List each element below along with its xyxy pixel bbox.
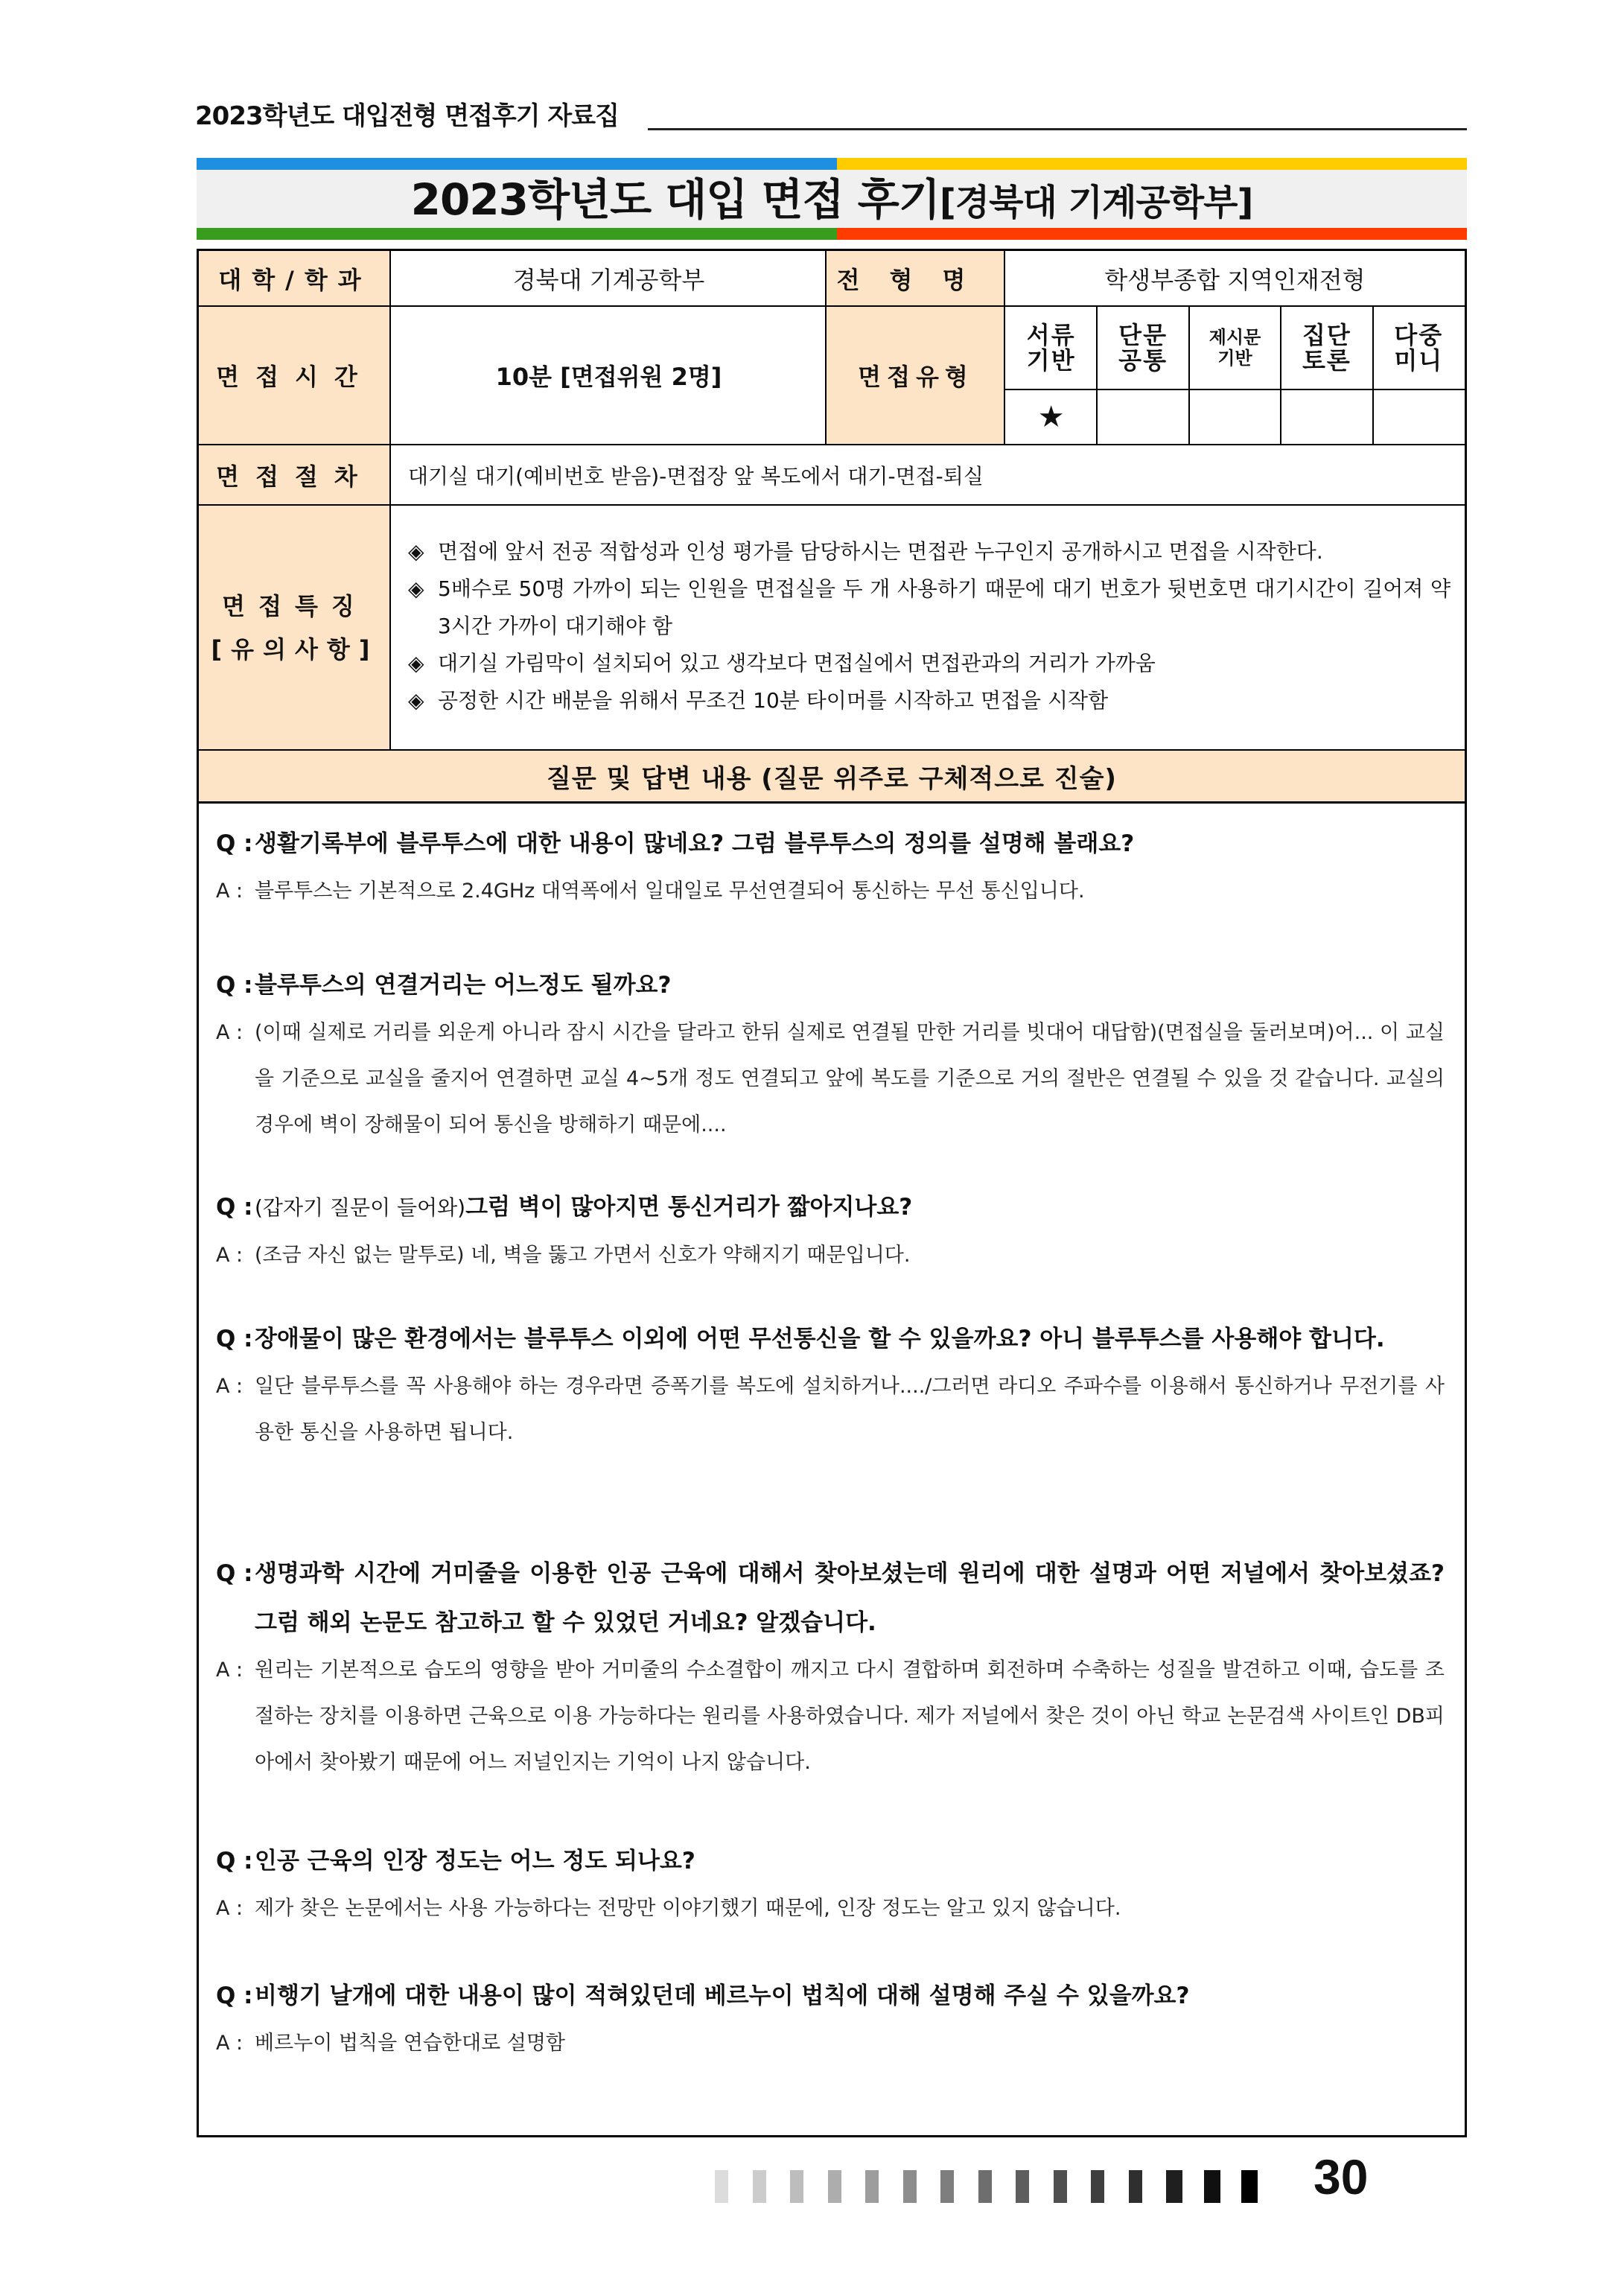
- title-band-yellow: [837, 158, 1467, 170]
- features-list: [408, 533, 1451, 719]
- mode-label-line1: 다중: [1394, 321, 1444, 349]
- footer-block: [1166, 2170, 1182, 2203]
- procedure-value: 대기실 대기(예비번호 받음)-면접장 앞 복도에서 대기-면접-퇴실: [408, 463, 984, 489]
- grid-line: [1280, 307, 1281, 444]
- answer-prefix: A :: [216, 1244, 243, 1267]
- footer-block: [1204, 2170, 1220, 2203]
- interview-mode-label: 면접유형: [827, 307, 1005, 444]
- footer-block: [978, 2170, 992, 2203]
- answer-prefix: A :: [216, 1375, 243, 1398]
- title-band: [197, 170, 1467, 228]
- answer-prefix: A :: [216, 880, 243, 903]
- question-note: (갑자기 질문이 들어와): [255, 1195, 466, 1220]
- footer-block: [1054, 2170, 1067, 2203]
- interview-mode-option: [1097, 307, 1188, 389]
- question-text: 인공 근육의 인장 정도는 어느 정도 되나요?: [255, 1848, 695, 1874]
- footer-block: [903, 2170, 917, 2203]
- answer-prefix: A :: [216, 1659, 243, 1682]
- mode-label-line2: 기반: [1217, 348, 1252, 369]
- feature-item: [408, 645, 1451, 682]
- question-text: 생명과학 시간에 거미줄을 이용한 인공 근육에 대해서 찾아보셨는데 원리에 대한 설명과 어떤 저널에서 찾아보셨죠? 그럼 해외 논문도 참고하고 할 수 있었던 거네요? 알겠습니다.: [255, 1560, 1445, 1636]
- question-prefix: Q :: [216, 1848, 253, 1874]
- page-subtitle: [경북대 기계공학부]: [939, 182, 1253, 223]
- qa-item: [216, 819, 1445, 915]
- answer: [216, 1647, 1445, 1786]
- question: [216, 961, 1445, 1010]
- answer-prefix: A :: [216, 1021, 243, 1044]
- procedure-label: 면접절차: [199, 445, 391, 504]
- qa-item: [216, 1549, 1445, 1786]
- grid-line: [1188, 307, 1190, 444]
- mode-label-line1: 제시문: [1209, 327, 1261, 348]
- footer-block: [1241, 2170, 1258, 2203]
- answer-prefix: A :: [216, 2032, 243, 2055]
- qa-item: [216, 1971, 1445, 2067]
- question-text: 비행기 날개에 대한 내용이 많이 적혀있던데 베르누이 법칙에 대해 설명해 주실 수 있을까요?: [255, 1982, 1190, 2009]
- grid-line: [1096, 307, 1098, 444]
- grid-line: [1372, 307, 1374, 444]
- feature-text: 5배수로 50명 가까이 되는 인원을 면접실을 두 개 사용하기 때문에 대기 번호가 뒷번호면 대기시간이 길어져 약 3시간 가까이 대기해야 함: [438, 576, 1451, 638]
- footer-block: [1016, 2170, 1029, 2203]
- mode-label-line1: 집단: [1302, 321, 1351, 349]
- question: [216, 1837, 1445, 1886]
- time-value: 10분 [면접위원 2명]: [495, 363, 722, 391]
- question-text: 그럼 벽이 많아지면 통신거리가 짧아지나요?: [465, 1194, 913, 1221]
- qa-item: [216, 1183, 1445, 1279]
- footer-block: [715, 2170, 728, 2203]
- interview-mode-option: [1373, 307, 1465, 389]
- question: [216, 1314, 1445, 1364]
- grid-line: [825, 251, 827, 444]
- feature-text: 공정한 시간 배분을 위해서 무조건 10분 타이머를 시작하고 면접을 시작함: [438, 688, 1109, 713]
- grid-line: [1005, 389, 1465, 390]
- mode-selected-mark: ★: [1037, 400, 1065, 434]
- features-label-line2: [유의사항]: [211, 635, 379, 664]
- question-text: 생활기록부에 블루투스에 대한 내용이 많네요? 그럼 블루투스의 정의를 설명해 볼래요?: [255, 830, 1135, 857]
- diamond-bullet-icon: ◈: [408, 539, 424, 564]
- mode-label-line2: 미니: [1394, 346, 1444, 375]
- answer: [216, 1010, 1445, 1148]
- time-label: 면접시간: [199, 307, 391, 444]
- footer-block: [865, 2170, 879, 2203]
- footer-block: [828, 2170, 841, 2203]
- mode-label-line2: 공통: [1118, 346, 1168, 375]
- qa-item: [216, 1314, 1445, 1456]
- question-prefix: Q :: [216, 830, 253, 857]
- title-band-blue: [197, 158, 837, 170]
- interview-mode-option: [1281, 307, 1372, 389]
- features-label: [199, 506, 391, 749]
- mode-label-line1: 단문: [1118, 321, 1168, 349]
- feature-item: [408, 570, 1451, 645]
- mode-label-line2: 토론: [1302, 346, 1351, 375]
- answer-prefix: A :: [216, 1897, 243, 1920]
- question: [216, 1183, 1445, 1233]
- feature-text: 면접에 앞서 전공 적합성과 인성 평가를 담당하시는 면접관 누구인지 공개하시고 면접을 시작한다.: [438, 539, 1323, 564]
- grid-line: [1004, 251, 1005, 444]
- question-prefix: Q :: [216, 1982, 253, 2009]
- mode-selected-mark: [1189, 390, 1281, 444]
- admission-type-label: 전형명: [827, 251, 1005, 305]
- question-prefix: Q :: [216, 1560, 253, 1587]
- answer-text: 블루투스는 기본적으로 2.4GHz 대역폭에서 일대일로 무선연결되어 통신하는 무선 통신입니다.: [255, 880, 1085, 903]
- answer: [216, 1364, 1445, 1456]
- grid-line: [199, 801, 1465, 804]
- question: [216, 1971, 1445, 2020]
- mode-selected-mark: [1097, 390, 1188, 444]
- answer-text: 일단 블루투스를 꼭 사용해야 하는 경우라면 증폭기를 복도에 설치하거나..../그러면 라디오 주파수를 이용해서 통신하거나 무전기를 사용한 통신을 사용하면 됩니다.: [255, 1375, 1445, 1444]
- footer-block: [940, 2170, 954, 2203]
- grid-line: [199, 444, 1465, 445]
- feature-item: [408, 533, 1451, 570]
- footer-block: [790, 2170, 803, 2203]
- answer-text: 원리는 기본적으로 습도의 영향을 받아 거미줄의 수소결합이 깨지고 다시 결합하며 회전하며 수축하는 성질을 발견하고 이때, 습도를 조절하는 장치를 이용하면 근육으로 이용 가능하다는 원리를 사용하였습니다. 제가 저널에서 찾은 것이 아닌 학교 논문검색 사이트인 DB피아에서 찾아봤기 때문에 어느 저널인지는 기억이 나지 않습니다.: [255, 1659, 1445, 1774]
- mode-label-line1: 서류: [1026, 321, 1076, 349]
- footer-block: [1091, 2170, 1104, 2203]
- answer-text: 베르누이 법칙을 연습한대로 설명함: [255, 2032, 565, 2055]
- grid-line: [389, 251, 391, 749]
- answer: [216, 2020, 1445, 2067]
- page-title: 2023학년도 대입 면접 후기[경북대 기계공학부]: [410, 174, 1253, 225]
- answer-text: (조금 자신 없는 말투로) 네, 벽을 뚫고 가면서 신호가 약해지기 때문입니다.: [255, 1244, 911, 1267]
- footer-block: [1129, 2170, 1142, 2203]
- mode-selected-mark: [1373, 390, 1465, 444]
- answer-text: 제가 찾은 논문에서는 사용 가능하다는 전망만 이야기했기 때문에, 인장 정도는 알고 있지 않습니다.: [255, 1897, 1121, 1920]
- title-band-green: [197, 228, 837, 240]
- school-label: 대학/학과: [199, 251, 391, 305]
- answer: [216, 868, 1445, 915]
- page-number: 30: [1313, 2149, 1369, 2204]
- interview-mode-option: [1189, 307, 1281, 389]
- admission-type-value: 학생부종합 지역인재전형: [1104, 265, 1366, 294]
- question: [216, 819, 1445, 868]
- feature-item: [408, 682, 1451, 719]
- question: [216, 1549, 1445, 1647]
- school-value: 경북대 기계공학부: [512, 265, 705, 294]
- mode-label-line2: 기반: [1026, 346, 1076, 375]
- answer-text: (이때 실제로 거리를 외운게 아니라 잠시 시간을 달라고 한뒤 실제로 연결될 만한 거리를 빗대어 대답함)(면접실을 둘러보며)어... 이 교실을 기준으로 교실을 줄지어 연결하면 교실 4~5개 정도 연결되고 앞에 복도를 기준으로 거의 절반은 연결될 수 있을 것 같습니다. 교실의 경우에 벽이 장해물이 되어 통신을 방해하기 때문에....: [255, 1021, 1445, 1136]
- question-text: 장애물이 많은 환경에서는 블루투스 이외에 어떤 무선통신을 할 수 있을까요? 아니 블루투스를 사용해야 합니다.: [255, 1326, 1385, 1352]
- header-rule: [648, 128, 1467, 130]
- answer: [216, 1886, 1445, 1932]
- grid-line: [199, 305, 1465, 307]
- feature-text: 대기실 가림막이 설치되어 있고 생각보다 면접실에서 면접관과의 거리가 가까움: [438, 651, 1156, 675]
- qa-item: [216, 961, 1445, 1148]
- interview-mode-option: [1005, 307, 1097, 389]
- running-header: 2023학년도 대입전형 면접후기 자료집: [195, 101, 619, 131]
- question-text: 블루투스의 연결거리는 어느정도 될까요?: [255, 972, 672, 999]
- grid-line: [199, 504, 1465, 506]
- qa-section-header: 질문 및 답변 내용 (질문 위주로 구체적으로 진술): [199, 751, 1465, 801]
- diamond-bullet-icon: ◈: [408, 576, 424, 601]
- answer: [216, 1233, 1445, 1279]
- features-label-line1: 면접특징: [222, 591, 368, 620]
- mode-selected-mark: [1281, 390, 1372, 444]
- diamond-bullet-icon: ◈: [408, 688, 424, 713]
- qa-item: [216, 1837, 1445, 1932]
- question-prefix: Q :: [216, 972, 253, 999]
- question-prefix: Q :: [216, 1326, 253, 1352]
- question-prefix: Q :: [216, 1194, 253, 1221]
- diamond-bullet-icon: ◈: [408, 651, 424, 675]
- footer-block: [753, 2170, 766, 2203]
- title-band-red: [837, 228, 1467, 240]
